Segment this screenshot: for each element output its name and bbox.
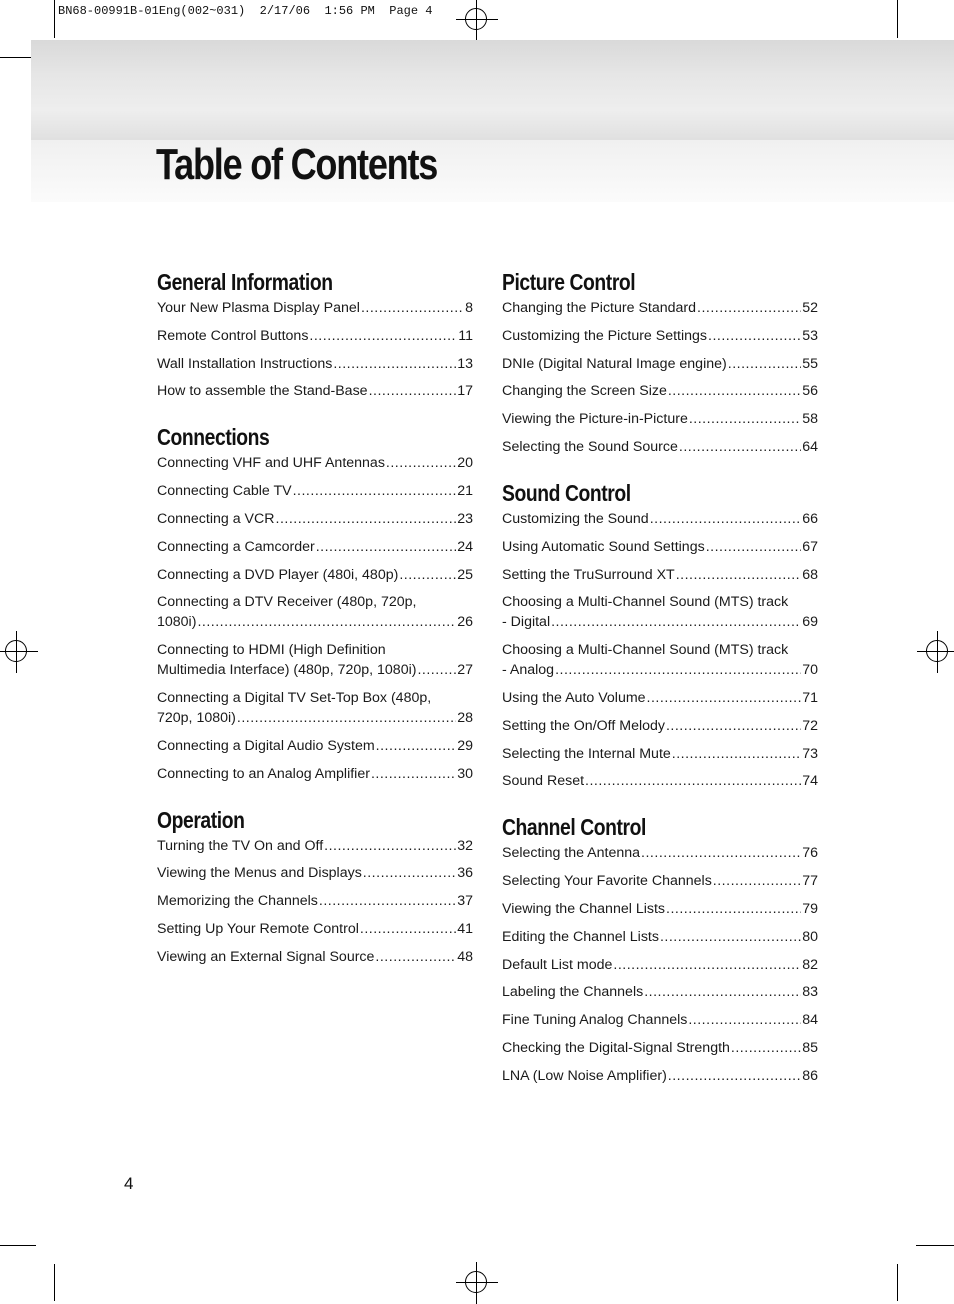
- toc-entry-text: Viewing an External Signal Source: [157, 948, 375, 965]
- toc-page-number: 53: [802, 327, 818, 344]
- toc-page-number: 64: [802, 438, 818, 455]
- toc-entry[interactable]: [502, 1038, 818, 1058]
- toc-page-number: 29: [457, 737, 473, 754]
- toc-page-number: 56: [802, 383, 818, 400]
- dot-leader: [319, 891, 456, 911]
- toc-entry-row: [157, 509, 473, 529]
- toc-entry-row: [502, 1038, 818, 1058]
- toc-entry-row: [502, 298, 818, 318]
- toc-entry-row: [157, 919, 473, 939]
- toc-entry-row: [502, 509, 818, 529]
- toc-page-number: 13: [457, 355, 473, 372]
- toc-page-number: 80: [802, 928, 818, 945]
- toc-entry-text: Connecting to HDMI (High Definition: [157, 642, 386, 659]
- toc-entry-row: [502, 326, 818, 346]
- toc-page-number: 84: [802, 1012, 818, 1029]
- toc-entry-row: [157, 298, 473, 318]
- toc-entry-text: Editing the Channel Lists: [502, 928, 659, 945]
- toc-page-number: 74: [802, 773, 818, 790]
- dot-leader: [333, 354, 456, 374]
- toc-entry-row: [502, 354, 818, 374]
- toc-page-number: 83: [802, 984, 818, 1001]
- section-heading: Sound Control: [502, 479, 631, 506]
- toc-page-number: 21: [457, 483, 473, 500]
- crop-mark: [54, 0, 55, 38]
- dot-leader: [660, 927, 801, 947]
- toc-entry[interactable]: [502, 688, 818, 708]
- toc-page-number: 73: [802, 745, 818, 762]
- toc-entry-row: [502, 744, 818, 764]
- toc-page-number: 70: [802, 662, 818, 679]
- toc-entry-text: LNA (Low Noise Amplifier): [502, 1067, 667, 1084]
- toc-entry[interactable]: [157, 764, 473, 784]
- toc-entry[interactable]: [502, 899, 818, 919]
- toc-entry-row: [157, 354, 473, 374]
- toc-page-number: 28: [457, 709, 473, 726]
- toc-entry-row: [157, 836, 473, 856]
- toc-entry[interactable]: [157, 537, 473, 557]
- toc-entry[interactable]: [157, 509, 473, 529]
- dot-leader: [375, 947, 456, 967]
- crop-mark: [54, 1264, 55, 1301]
- toc-entry[interactable]: [502, 640, 818, 680]
- dot-leader: [689, 409, 801, 429]
- dot-leader: [650, 509, 802, 529]
- toc-entry-row: [157, 537, 473, 557]
- toc-entry[interactable]: [157, 565, 473, 585]
- toc-entry-row: [502, 565, 818, 585]
- dot-leader: [360, 919, 456, 939]
- toc-entry[interactable]: [502, 437, 818, 457]
- toc-page-number: 82: [802, 956, 818, 973]
- toc-entry-text: Using Automatic Sound Settings: [502, 538, 705, 555]
- toc-entry[interactable]: [157, 919, 473, 939]
- toc-page-number: 30: [457, 765, 473, 782]
- toc-entry[interactable]: [157, 326, 473, 346]
- registration-mark-icon: [465, 1271, 487, 1293]
- toc-entry[interactable]: [157, 863, 473, 883]
- toc-entry[interactable]: [502, 955, 818, 975]
- toc-page-number: 48: [457, 948, 473, 965]
- section-heading: General Information: [157, 269, 333, 295]
- toc-entry-row: [502, 409, 818, 429]
- toc-entry-row: [157, 612, 473, 632]
- toc-entry-text: Customizing the Picture Settings: [502, 327, 708, 344]
- toc-page-number: 20: [457, 455, 473, 472]
- toc-page-number: 24: [457, 538, 473, 555]
- toc-entry-text: Turning the TV On and Off: [157, 837, 324, 854]
- toc-entry[interactable]: [502, 716, 818, 736]
- toc-entry[interactable]: [502, 1066, 818, 1086]
- toc-entry-text: How to assemble the Stand-Base: [157, 383, 368, 400]
- dot-leader: [417, 660, 456, 680]
- section-heading: Operation: [157, 806, 245, 833]
- toc-entry-text: Default List mode: [502, 956, 613, 973]
- toc-entry-list: [157, 298, 473, 401]
- toc-page-number: 58: [802, 411, 818, 428]
- dot-leader: [613, 955, 801, 975]
- toc-entry[interactable]: [502, 744, 818, 764]
- dot-leader: [679, 437, 801, 457]
- section-heading: Picture Control: [502, 269, 636, 295]
- toc-entry[interactable]: [502, 982, 818, 1002]
- toc-page-number: 77: [802, 873, 818, 890]
- dot-leader: [369, 381, 457, 401]
- toc-entry[interactable]: [502, 537, 818, 557]
- toc-entry-row: [157, 326, 473, 346]
- toc-entry[interactable]: [502, 298, 818, 318]
- toc-entry-list: [502, 843, 818, 1085]
- header-band: [31, 40, 954, 140]
- toc-entry-text: Multimedia Interface) (480p, 720p, 1080i): [157, 662, 417, 679]
- toc-entry-row: [502, 771, 818, 791]
- toc-entry-text: Labeling the Channels: [502, 984, 644, 1001]
- toc-entry-row: [157, 453, 473, 473]
- dot-leader: [688, 1010, 801, 1030]
- toc-entry-row: [157, 947, 473, 967]
- dot-leader: [237, 708, 456, 728]
- toc-entry-text: Viewing the Menus and Displays: [157, 865, 362, 882]
- toc-entry-text: Customizing the Sound: [502, 510, 649, 527]
- dot-leader: [324, 836, 456, 856]
- toc-entry-row: [502, 381, 818, 401]
- dot-leader: [666, 899, 801, 919]
- toc-entry[interactable]: [157, 381, 473, 401]
- dot-leader: [361, 298, 464, 318]
- toc-entry-row: [502, 716, 818, 736]
- dot-leader: [713, 871, 801, 891]
- toc-entry-row: [502, 437, 818, 457]
- toc-entry[interactable]: [157, 688, 473, 728]
- toc-page-number: 76: [802, 845, 818, 862]
- toc-page-number: 66: [802, 510, 818, 527]
- dot-leader: [371, 764, 456, 784]
- registration-mark-icon: [465, 8, 487, 30]
- toc-entry-list: [157, 836, 473, 967]
- dot-leader: [386, 453, 456, 473]
- toc-entry-text: - Digital: [502, 614, 551, 631]
- dot-leader: [363, 863, 456, 883]
- toc-entry-text: Changing the Screen Size: [502, 383, 667, 400]
- toc-entry-text: Selecting Your Favorite Channels: [502, 873, 712, 890]
- toc-entry-list: [502, 298, 818, 457]
- toc-entry-list: [502, 509, 818, 791]
- dot-leader: [647, 688, 802, 708]
- toc-entry[interactable]: [502, 592, 818, 632]
- toc-entry-text: Selecting the Antenna: [502, 845, 641, 862]
- toc-left-column: [157, 268, 473, 989]
- crop-mark: [0, 1245, 36, 1246]
- toc-entry-text: Selecting the Sound Source: [502, 438, 678, 455]
- toc-entry-row: [157, 736, 473, 756]
- toc-entry-text: Changing the Picture Standard: [502, 300, 697, 316]
- page-number: 4: [124, 1174, 134, 1193]
- toc-entry[interactable]: [157, 947, 473, 967]
- dot-leader: [399, 565, 456, 585]
- toc-entry[interactable]: [157, 736, 473, 756]
- dot-leader: [641, 843, 801, 863]
- toc-entry-text: Memorizing the Channels: [157, 893, 318, 910]
- toc-entry-text: DNIe (Digital Natural Image engine): [502, 355, 727, 372]
- toc-entry-text: Using the Auto Volume: [502, 689, 646, 706]
- toc-page-number: 67: [802, 538, 818, 555]
- toc-page-number: 41: [457, 920, 473, 937]
- toc-entry[interactable]: [157, 891, 473, 911]
- toc-entry-row: [502, 1066, 818, 1086]
- toc-entry-text: Selecting the Internal Mute: [502, 745, 671, 762]
- dot-leader: [316, 537, 457, 557]
- toc-entry-text: Your New Plasma Display Panel: [157, 300, 360, 316]
- toc-entry-text: Connecting a VCR: [157, 510, 275, 527]
- toc-entry-text: 1080i): [157, 614, 197, 631]
- toc-page-number: 55: [802, 355, 818, 372]
- toc-right-column: [502, 268, 818, 1108]
- toc-entry[interactable]: [157, 592, 473, 632]
- toc-entry-row: [157, 891, 473, 911]
- toc-page-number: 17: [457, 383, 473, 400]
- section-heading: Connections: [157, 424, 270, 451]
- dot-leader: [668, 1066, 801, 1086]
- toc-page-number: 25: [457, 566, 473, 583]
- toc-page-number: 86: [802, 1067, 818, 1084]
- print-slug: BN68-00991B-01Eng(002~031) 2/17/06 1:56 PM Page 4: [58, 4, 433, 18]
- toc-entry-text: Viewing the Picture-in-Picture: [502, 411, 688, 428]
- dot-leader: [309, 326, 457, 346]
- dot-leader: [376, 736, 457, 756]
- toc-entry-text: Connecting a DVD Player (480i, 480p): [157, 566, 399, 583]
- toc-entry-row: [157, 565, 473, 585]
- toc-entry-text: Connecting Cable TV: [157, 483, 292, 500]
- dot-leader: [728, 354, 801, 374]
- toc-page-number: 68: [802, 566, 818, 583]
- toc-entry-text: Choosing a Multi-Channel Sound (MTS) track: [502, 594, 789, 611]
- dot-leader: [197, 612, 456, 632]
- dot-leader: [666, 716, 801, 736]
- dot-leader: [676, 565, 802, 585]
- toc-entry[interactable]: [157, 354, 473, 374]
- toc-entry-text: Connecting a Digital TV Set-Top Box (480p,: [157, 689, 432, 706]
- toc-entry-row: [502, 1010, 818, 1030]
- toc-entry-row: [157, 660, 473, 680]
- toc-page-number: 79: [802, 900, 818, 917]
- toc-entry-text: Connecting to an Analog Amplifier: [157, 765, 370, 782]
- toc-entry-text: Connecting VHF and UHF Antennas: [157, 455, 385, 472]
- toc-entry[interactable]: [502, 871, 818, 891]
- toc-entry[interactable]: [502, 509, 818, 529]
- toc-entry-list: [157, 453, 473, 783]
- toc-entry[interactable]: [502, 1010, 818, 1030]
- toc-entry-row: [502, 955, 818, 975]
- dot-leader: [708, 326, 801, 346]
- toc-entry-row: [157, 863, 473, 883]
- dot-leader: [585, 771, 801, 791]
- toc-entry[interactable]: [502, 381, 818, 401]
- toc-page-number: 8: [465, 300, 473, 316]
- registration-mark-icon: [926, 640, 948, 662]
- toc-entry-row: [157, 764, 473, 784]
- toc-entry[interactable]: [157, 298, 473, 318]
- toc-entry-row: [502, 927, 818, 947]
- dot-leader: [706, 537, 802, 557]
- toc-entry-text: Fine Tuning Analog Channels: [502, 1012, 688, 1029]
- toc-entry-text: Setting the TruSurround XT: [502, 566, 675, 583]
- toc-entry-text: Setting Up Your Remote Control: [157, 920, 359, 937]
- dot-leader: [644, 982, 801, 1002]
- registration-mark-icon: [5, 640, 27, 662]
- toc-page-number: 11: [458, 327, 473, 344]
- toc-entry[interactable]: [502, 927, 818, 947]
- toc-entry[interactable]: [502, 409, 818, 429]
- toc-page-number: 27: [457, 662, 473, 679]
- toc-entry-row: [502, 899, 818, 919]
- toc-page-number: 71: [802, 689, 818, 706]
- section-heading: Channel Control: [502, 814, 646, 841]
- toc-entry-text: 720p, 1080i): [157, 709, 236, 726]
- dot-leader: [555, 660, 801, 680]
- toc-entry[interactable]: [157, 640, 473, 680]
- dot-leader: [672, 744, 801, 764]
- toc-entry[interactable]: [157, 453, 473, 473]
- toc-page-number: 37: [457, 893, 473, 910]
- toc-entry[interactable]: [502, 326, 818, 346]
- toc-entry-text: Wall Installation Instructions: [157, 355, 333, 372]
- toc-entry-text: Connecting a Digital Audio System: [157, 737, 375, 754]
- toc-page-number: 26: [457, 614, 473, 631]
- toc-entry-row: [502, 871, 818, 891]
- dot-leader: [731, 1038, 801, 1058]
- toc-entry-text: Viewing the Channel Lists: [502, 900, 665, 917]
- toc-entry-row: [157, 481, 473, 501]
- toc-entry-row: [502, 843, 818, 863]
- toc-entry-text: Setting the On/Off Melody: [502, 717, 665, 734]
- toc-entry-text: Connecting a Camcorder: [157, 538, 315, 555]
- crop-mark: [916, 1245, 954, 1246]
- dot-leader: [668, 381, 801, 401]
- toc-entry[interactable]: [502, 354, 818, 374]
- toc-page-number: 72: [802, 717, 818, 734]
- toc-entry[interactable]: [502, 771, 818, 791]
- dot-leader: [293, 481, 457, 501]
- toc-entry-text: Connecting a DTV Receiver (480p, 720p,: [157, 594, 417, 611]
- toc-entry-text: Choosing a Multi-Channel Sound (MTS) track: [502, 642, 789, 659]
- dot-leader: [551, 612, 801, 632]
- toc-page-number: 36: [457, 865, 473, 882]
- toc-page-number: 52: [802, 300, 818, 316]
- toc-entry[interactable]: [157, 481, 473, 501]
- toc-entry-row: [502, 982, 818, 1002]
- page-title: Table of Contents: [156, 140, 438, 189]
- toc-entry-row: [502, 537, 818, 557]
- toc-entry-text: Remote Control Buttons: [157, 327, 309, 344]
- toc-entry-row: [157, 708, 473, 728]
- toc-entry[interactable]: [502, 843, 818, 863]
- toc-page-number: 69: [802, 614, 818, 631]
- toc-page-number: 23: [457, 510, 473, 527]
- toc-entry-text: - Analog: [502, 662, 555, 679]
- dot-leader: [276, 509, 457, 529]
- toc-entry-row: [502, 612, 818, 632]
- dot-leader: [697, 298, 801, 318]
- toc-page-number: 85: [802, 1039, 818, 1056]
- crop-mark: [897, 0, 898, 38]
- toc-entry-row: [502, 688, 818, 708]
- toc-entry-text: Checking the Digital-Signal Strength: [502, 1039, 730, 1056]
- toc-entry[interactable]: [502, 565, 818, 585]
- toc-entry[interactable]: [157, 836, 473, 856]
- crop-mark: [897, 1264, 898, 1301]
- toc-entry-row: [502, 660, 818, 680]
- toc-page-number: 32: [457, 837, 473, 854]
- toc-entry-row: [157, 381, 473, 401]
- toc-entry-text: Sound Reset: [502, 773, 585, 790]
